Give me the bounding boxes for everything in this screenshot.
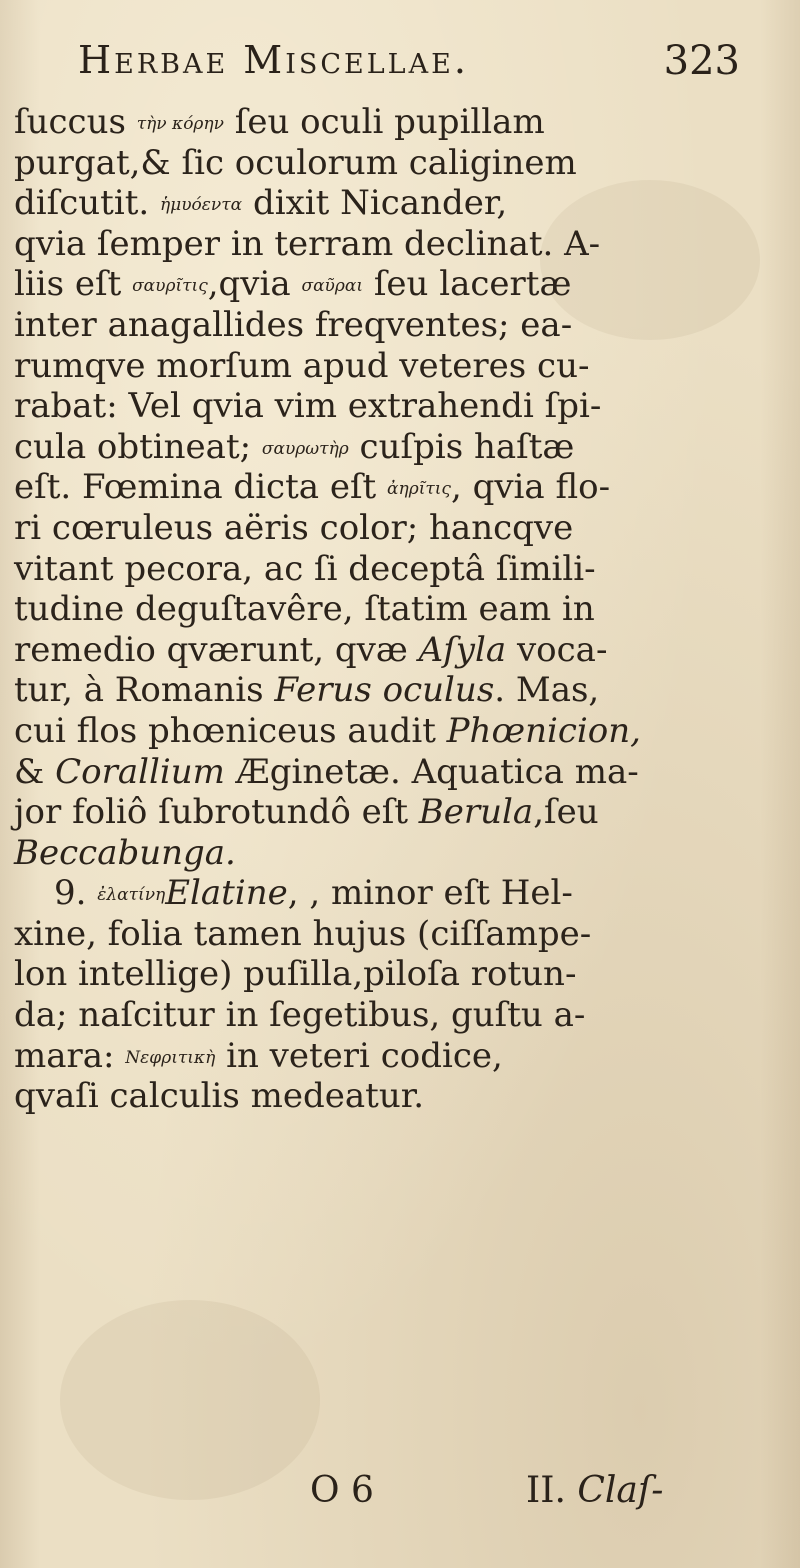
text-run: ſeu oculi pupillam xyxy=(223,102,545,142)
catchword xyxy=(526,1470,663,1511)
page-footer xyxy=(310,1470,730,1518)
text-line xyxy=(14,508,734,549)
text-line xyxy=(14,711,734,752)
text-run: mara: xyxy=(14,1035,126,1076)
text-line xyxy=(14,102,734,143)
text-run: , xyxy=(287,873,310,914)
italic-term: Ferus oculus xyxy=(274,670,495,711)
text-run: vitant pecora, ac ſi deceptâ ſimili- xyxy=(14,548,596,589)
text-run: cuſpis haſtæ xyxy=(348,426,575,467)
catchword-number: II. xyxy=(526,1470,566,1511)
text-line xyxy=(14,914,734,955)
text-run: ri cœruleus aëris color; hancqve xyxy=(14,507,574,548)
text-run: tur, à Romanis xyxy=(14,670,275,711)
text-run: rabat: Vel qvia vim extrahendi ſpi- xyxy=(14,386,602,427)
text-line xyxy=(14,427,734,468)
text-line xyxy=(14,670,734,711)
text-run: in veteri codice, xyxy=(215,1035,503,1076)
text-line xyxy=(14,467,734,508)
greek-word: σαυρωτὴρ xyxy=(261,438,349,459)
text-line xyxy=(14,589,734,630)
text-line xyxy=(14,305,734,346)
text-line xyxy=(14,630,734,671)
greek-word: σαυρῖτις xyxy=(132,276,208,297)
greek-word: Νεφριτικὴ xyxy=(125,1047,216,1068)
italic-term: Beccabunga. xyxy=(14,832,236,873)
text-run: remedio qværunt, qvæ xyxy=(14,629,419,670)
text-run: . Mas, xyxy=(494,670,600,711)
text-run: jor foliô ſubrotundô eſt xyxy=(14,792,419,833)
italic-term: Elatine xyxy=(165,873,288,914)
italic-term: Phœnicion, xyxy=(446,710,641,751)
text-line xyxy=(14,1076,734,1117)
greek-word: ἡμυόεντα xyxy=(159,195,243,216)
text-run: eſt. Fœmina dicta eſt xyxy=(14,467,388,508)
text-run: Æginetæ. Aquatica ma- xyxy=(224,751,639,792)
text-run: ſuccus xyxy=(14,102,137,142)
text-line xyxy=(14,995,734,1036)
running-head-title: Herbae Miscellae. xyxy=(78,38,469,82)
text-line xyxy=(14,264,734,305)
running-header xyxy=(66,38,740,98)
greek-word: τὴν κόρην xyxy=(136,114,224,134)
text-run: 9. xyxy=(54,873,98,914)
signature-mark: O 6 xyxy=(310,1470,374,1511)
paper-stain xyxy=(60,1300,320,1500)
greek-word: ἐλατίνη xyxy=(97,885,166,906)
text-line xyxy=(14,792,734,833)
text-line xyxy=(14,549,734,590)
text-run: cula obtineat; xyxy=(14,426,262,467)
text-run: diſcutit. xyxy=(14,183,160,224)
text-run: rumqve morſum apud veteres cu- xyxy=(14,345,590,386)
text-run: qvaſi calculis medeatur. xyxy=(14,1076,425,1117)
text-run: & xyxy=(14,751,56,792)
body-text xyxy=(14,102,734,1117)
text-run: purgat,& ſic oculorum caliginem xyxy=(14,142,577,183)
text-line xyxy=(14,873,734,914)
text-run: liis eſt xyxy=(14,264,133,305)
text-run: tudine deguſtavêre, ſtatim eam in xyxy=(14,589,595,630)
text-line xyxy=(14,833,734,874)
italic-term: Berula xyxy=(418,792,534,833)
greek-word: σαῦραι xyxy=(301,276,364,297)
text-run: voca- xyxy=(506,629,608,670)
text-run: inter anagallides freqventes; ea- xyxy=(14,304,573,345)
catchword-word: Claſ- xyxy=(577,1470,664,1511)
text-line xyxy=(14,1036,734,1077)
text-line xyxy=(14,954,734,995)
text-run: lon intellige) puſilla,piloſa rotun- xyxy=(14,954,577,995)
text-line xyxy=(14,143,734,184)
text-run: xine, folia tamen hujus (ciſſampe- xyxy=(14,913,592,954)
italic-term: Aſyla xyxy=(418,629,507,670)
italic-term: Corallium xyxy=(55,751,225,792)
text-run: qvia ſemper in terram declinat. A- xyxy=(14,223,601,264)
text-run: ,qvia xyxy=(207,264,302,305)
text-run: ,ſeu xyxy=(533,792,599,833)
text-line xyxy=(14,752,734,793)
text-line xyxy=(14,346,734,387)
text-run: cui flos phœniceus audit xyxy=(14,710,447,751)
text-run: dixit Nicander, xyxy=(242,183,508,224)
text-line xyxy=(14,183,734,224)
text-run: da; naſcitur in ſegetibus, guſtu a- xyxy=(14,995,586,1036)
greek-word: ἀηρῖτις xyxy=(387,479,451,500)
text-run: , minor eſt Hel- xyxy=(309,873,573,914)
text-line xyxy=(14,386,734,427)
page-number: 323 xyxy=(663,38,740,84)
text-run: , qvia flo- xyxy=(450,467,611,508)
text-line xyxy=(14,224,734,265)
text-run: ſeu lacertæ xyxy=(363,264,572,305)
